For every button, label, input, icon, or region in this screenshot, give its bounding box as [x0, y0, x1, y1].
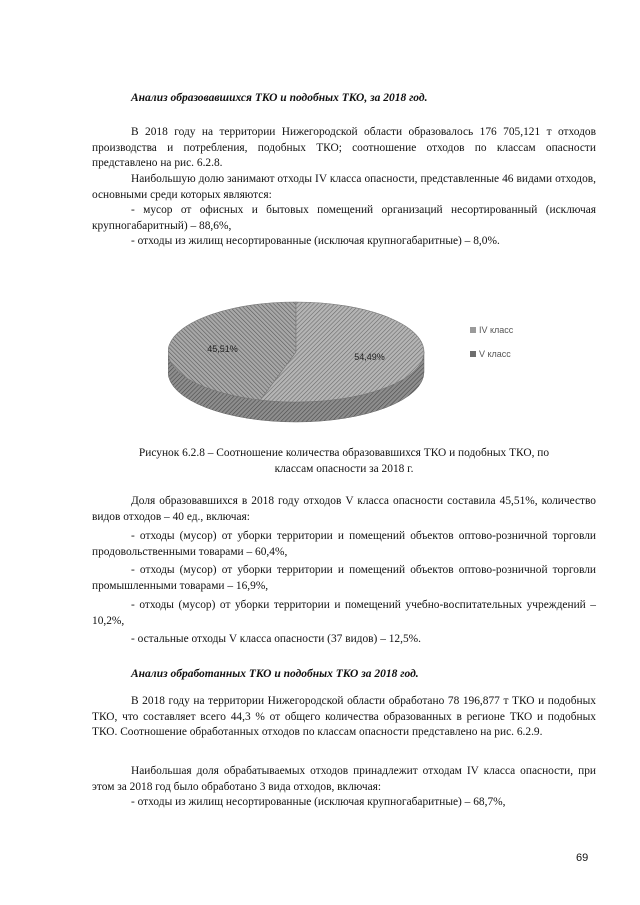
legend-label-v: V класс: [479, 349, 511, 359]
pie-chart: [168, 292, 528, 442]
legend-swatch-iv: [470, 327, 476, 333]
pie-slice-iv-label: 54,49%: [354, 352, 385, 363]
pie-slice-v-label: 45,51%: [207, 343, 238, 354]
list-item-household-waste: - отходы из жилищ несортированные (исключая крупногабаритные) – 8,0%.: [131, 235, 500, 247]
paragraph-class-iv-share: Наибольшую долю занимают отходы IV класса опасности, представленные 46 видами отходов, основными среди которых являются:: [92, 173, 596, 201]
legend-item-v: [470, 349, 511, 359]
paragraph-formed-total: В 2018 году на территории Нижегородской области образовалось 176 705,121 т отходов производства и потребления, подобных ТКО; соотношение отходов по классам опасности представлено на рис. 6.2.8.: [92, 126, 596, 169]
list-item-educational: - отходы (мусор) от уборки территории и помещений учебно-воспитательных учреждений – 10,2%,: [92, 599, 596, 627]
pie-chart-svg: [168, 292, 528, 442]
list-item-industrial-trade: - отходы (мусор) от уборки территории и помещений объектов оптово-розничной торговли промышленными товарами – 16,9%,: [92, 564, 596, 592]
paragraph-processed-total: В 2018 году на территории Нижегородской области обработано 78 196,877 т ТКО и подобных ТКО, что составляет всего 44,3 % от общего количества образованных в регионе ТКО и подобных ТКО. Соотношение обработанных отходов по классам опасности представлено на рис. 6.2.9.: [92, 695, 596, 738]
section-heading-processed: Анализ обработанных ТКО и подобных ТКО за 2018 год.: [131, 668, 419, 680]
section-heading-formed: Анализ образовавшихся ТКО и подобных ТКО, за 2018 год.: [131, 92, 428, 104]
legend-item-iv: [470, 325, 513, 335]
list-item-processed-household: - отходы из жилищ несортированные (исключая крупногабаритные) – 68,7%,: [131, 796, 506, 808]
legend-swatch-v: [470, 351, 476, 357]
figure-caption-line1: Рисунок 6.2.8 – Соотношение количества образовавшихся ТКО и подобных ТКО, по: [138, 447, 550, 459]
paragraph-processed-class-iv: Наибольшая доля обрабатываемых отходов принадлежит отходам IV класса опасности, при этом за 2018 год было обработано 3 вида отходов, включая:: [92, 765, 596, 793]
paragraph-class-v-share: Доля образовавшихся в 2018 году отходов V класса опасности составила 45,51%, количество видов отходов – 40 ед., включая:: [92, 495, 596, 523]
list-item-office-waste: - мусор от офисных и бытовых помещений организаций несортированный (исключая крупногабаритный) – 88,6%,: [92, 204, 596, 232]
list-item-other-class-v: - остальные отходы V класса опасности (37 видов) – 12,5%.: [131, 633, 422, 645]
page-number: 69: [576, 852, 589, 864]
legend-label-iv: IV класс: [479, 325, 514, 335]
figure-caption-line2: классам опасности за 2018 г.: [274, 463, 414, 475]
figure-caption: [92, 445, 596, 477]
list-item-food-trade: - отходы (мусор) от уборки территории и помещений объектов оптово-розничной торговли продовольственными товарами – 60,4%,: [92, 530, 596, 558]
